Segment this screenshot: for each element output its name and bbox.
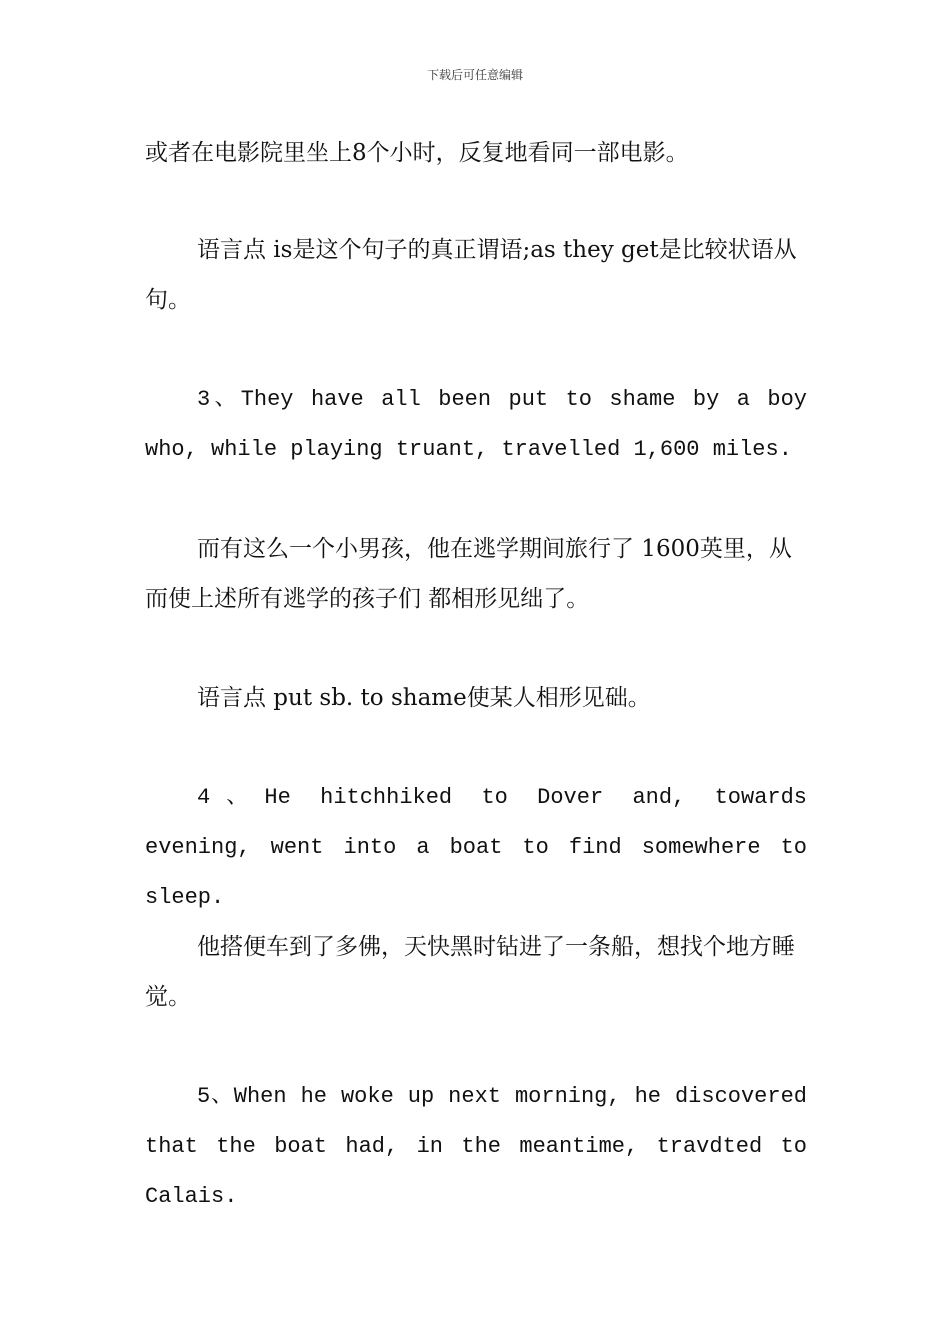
paragraph-4: 而有这么一个小男孩，他在逃学期间旅行了 1600英里，从而使上述所有逃学的孩子们 都相形见绌了。 <box>145 536 792 612</box>
paragraph-3: 3、They have all been put to shame by a boy who, while playing truant, travelled 1,600 miles. <box>145 387 807 462</box>
paragraph-8: 5、When he woke up next morning, he discovered that the boat had, in the meantime, travdted to Calais. <box>145 1084 807 1209</box>
paragraph-5: 语言点 put sb. to shame使某人相形见础。 <box>197 685 651 711</box>
paragraph-6: 4、He hitchhiked to Dover and, towards evening, went into a boat to find somewhere to sleep. <box>145 785 807 910</box>
paragraph-7: 他搭便车到了多佛，天快黑时钻进了一条船，想找个地方睡觉。 <box>145 934 795 1010</box>
paragraph-2: 语言点 is是这个句子的真正谓语;as they get是比较状语从句。 <box>145 237 797 313</box>
paragraph-1: 或者在电影院里坐上8个小时，反复地看同一部电影。 <box>145 140 689 166</box>
page-header: 下载后可任意编辑 <box>426 68 523 82</box>
